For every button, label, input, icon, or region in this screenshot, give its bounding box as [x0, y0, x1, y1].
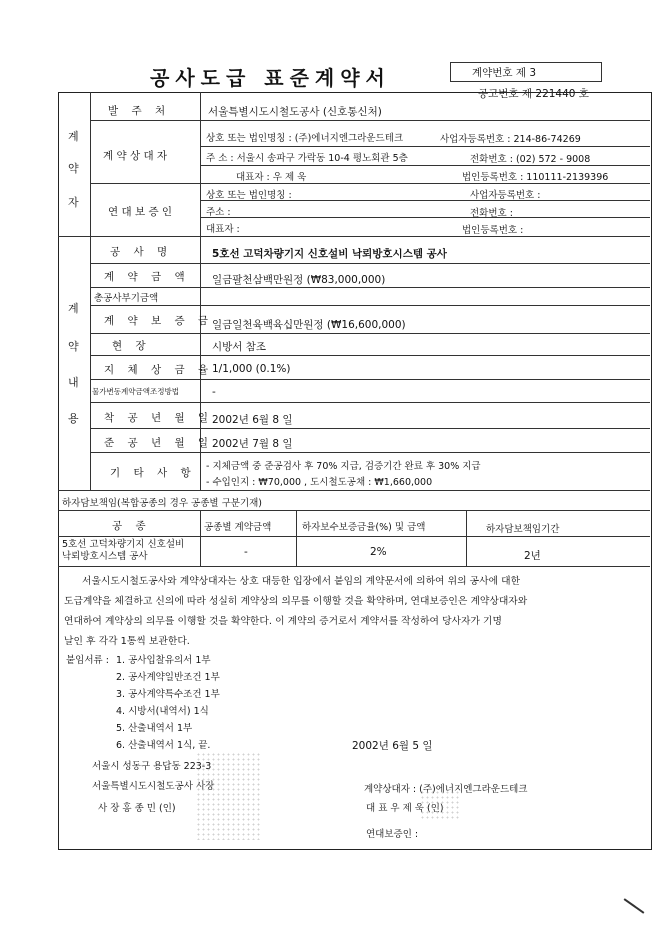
attachment-item-4: 4. 시방서(내역서) 1식 [116, 706, 209, 717]
warranty-row-type: 5호선 고덕차량기지 신호설비 낙뢰방호시스템 공사 [62, 539, 185, 562]
side-label-contractor-3: 자 [68, 196, 79, 209]
party-seal-stamp [420, 790, 460, 820]
contract-deposit-value: 일금일천육백육십만원정 (₩16,600,000) [212, 319, 406, 331]
owner-label: 발 주 처 [108, 105, 171, 117]
contract-deposit-label: 계 약 보 증 금 [104, 315, 214, 327]
guarantor-biz-no: 사업자등록번호 : [470, 190, 541, 201]
party-label: 계 약 상 대 자 [103, 150, 168, 162]
party-sign-ceo: 대 표 우 제 욱 (인) [366, 803, 444, 814]
attachment-item-6: 6. 산출내역서 1식, 끝. [116, 740, 211, 751]
owner-president: 사 장 홍 종 민 (인) [98, 803, 176, 814]
side-label-content-4: 용 [68, 412, 79, 425]
site-value: 시방서 참조 [212, 341, 267, 353]
guarantor-phone: 전화번호 : [470, 208, 513, 219]
delay-rate-value: 1/1,000 (0.1%) [212, 363, 291, 375]
attachments-label: 붙임서류 : [66, 655, 109, 666]
price-adjustment-label: 물가변동계약금액조정방법 [92, 387, 179, 396]
contract-amount-value: 일금팔천삼백만원정 (₩83,000,000) [212, 274, 386, 286]
guarantor-company: 상호 또는 법인명칭 : [206, 190, 292, 201]
side-label-content-2: 약 [68, 340, 79, 353]
warranty-heading: 하자담보책임(복합공종의 경우 공종별 구분기재) [62, 498, 263, 509]
owner-company: 서울특별시도시철도공사 사장 [92, 781, 215, 792]
price-adjustment-value: - [212, 386, 216, 398]
party-company: 상호 또는 법인명칭 : (주)에너지엔그라운드테크 [206, 133, 404, 144]
end-date-value: 2002년 7월 8 일 [212, 438, 293, 450]
owner-address: 서울시 성동구 용답동 223-3 [92, 761, 212, 772]
party-biz-no: 사업자등록번호 : 214-86-74269 [440, 134, 581, 145]
etc-line-2: - 수입인지 : ₩70,000 , 도시철도공채 : ₩1,660,000 [206, 477, 433, 488]
contract-number: 계약번호 제 3 [472, 67, 537, 79]
owner-value: 서울특별시도시철도공사 (신호통신처) [208, 106, 382, 118]
site-label: 현 장 [112, 340, 151, 352]
guarantor-ceo: 대표자 : [206, 224, 240, 235]
agreement-line-2: 도급계약을 체결하고 신의에 따라 성실히 계약상의 의무를 이행할 것을 확약하며, 연대보증인은 계약상대자와 [64, 596, 528, 607]
end-date-label: 준 공 년 월 일 [104, 437, 214, 449]
attachment-item-3: 3. 공사계약특수조건 1부 [116, 689, 220, 700]
party-address: 주 소 : 서울시 송파구 가락동 10-4 평노회관 5층 [206, 153, 408, 164]
owner-seal-stamp [196, 752, 260, 840]
agreement-line-3: 연대하여 계약상의 의무를 이행할 것을 확약한다. 이 계약의 증거로서 계약서를 작성하여 당사자가 기명 [64, 616, 502, 627]
party-sign-guarantor: 연대보증인 : [366, 829, 419, 840]
start-date-value: 2002년 6월 8 일 [212, 414, 293, 426]
warranty-col-period: 하자담보책임기간 [486, 524, 560, 535]
side-label-contractor-2: 약 [68, 162, 79, 175]
delay-rate-label: 지 체 상 금 율 [104, 364, 214, 376]
party-ceo: 대표자 : 우 제 욱 [236, 172, 307, 183]
warranty-row-rate: 2% [370, 546, 387, 558]
warranty-col-rate: 하자보수보증금율(%) 및 금액 [302, 522, 426, 533]
agreement-line-4: 날인 후 각각 1통씩 보관한다. [64, 636, 190, 647]
attachment-item-2: 2. 공사계약일반조건 1부 [116, 672, 220, 683]
start-date-label: 착 공 년 월 일 [104, 412, 214, 424]
warranty-row-period: 2년 [524, 550, 541, 562]
party-sign-company: 계약상대자 : (주)에너지엔그라운드테크 [364, 784, 528, 795]
attachment-item-5: 5. 산출내역서 1부 [116, 723, 193, 734]
side-label-contractor-1: 계 [68, 130, 79, 143]
warranty-col-type: 공 종 [112, 520, 151, 532]
attachments-list [116, 652, 220, 754]
notice-number: 공고번호 제 221440 호 [478, 88, 589, 100]
etc-label: 기 타 사 항 [110, 467, 196, 479]
document-title: 공사도급 표준계약서 [150, 66, 391, 90]
contract-amount-label: 계 약 금 액 [104, 271, 190, 283]
guarantor-label: 연 대 보 증 인 [108, 206, 173, 218]
party-phone: 전화번호 : (02) 572 - 9008 [470, 154, 591, 165]
party-corp-no: 법인등록번호 : 110111-2139396 [462, 172, 609, 183]
side-label-content-3: 내 [68, 376, 79, 389]
agreement-line-1: 서울시도시철도공사와 계약상대자는 상호 대등한 입장에서 붙임의 계약문서에 의하여 위의 공사에 대한 [82, 576, 521, 587]
warranty-col-amount: 공종별 계약금액 [204, 522, 272, 533]
total-added-amount-label: 총공사부기금액 [94, 293, 159, 304]
agreement-paragraph [64, 572, 652, 652]
warranty-row-amount: - [244, 546, 248, 558]
signature-date: 2002년 6월 5 일 [352, 740, 433, 752]
attachment-item-1: 1. 공사입찰유의서 1부 [116, 655, 211, 666]
guarantor-address: 주소 : [206, 207, 231, 218]
etc-line-1: - 지체금액 중 준공검사 후 70% 지급, 검증기간 완료 후 30% 지급 [206, 461, 481, 472]
scan-corner-mark [624, 898, 645, 913]
project-name-label: 공 사 명 [110, 246, 173, 258]
guarantor-corp-no: 법인등록번호 : [462, 225, 524, 236]
project-name-value: 5호선 고덕차량기지 신호설비 낙뢰방호시스템 공사 [212, 248, 447, 260]
side-label-content-1: 계 [68, 302, 79, 315]
